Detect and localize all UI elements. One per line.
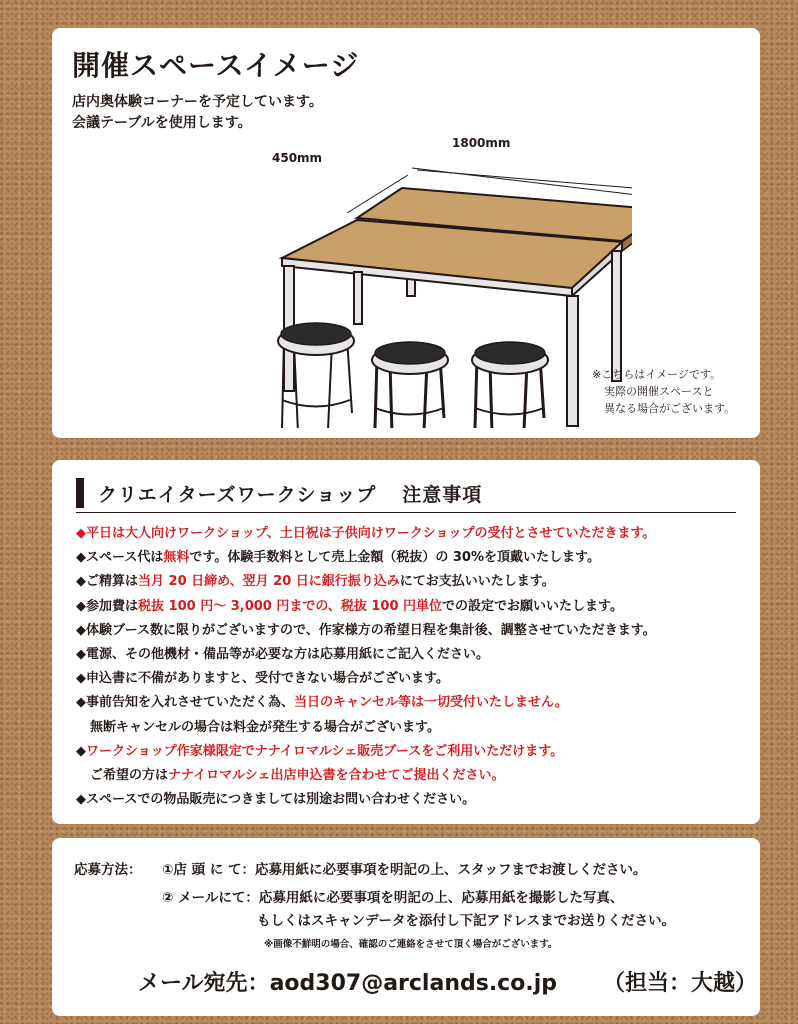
image-quality-note: ※画像不鮮明の場合、確認のご連絡をさせて頂く場合がございます。: [264, 939, 558, 950]
rule-4: ◆参加費は税抜 100 円～ 3,000 円までの、税抜 100 円単位での設定でお願いいたします。: [76, 598, 623, 614]
heading-underline: [76, 512, 736, 513]
apply-method-1: ①店 頭 に て：応募用紙に必要事項を明記の上、スタッフまでお渡しください。: [162, 862, 647, 878]
notice-panel: [52, 460, 760, 824]
apply-method-2-cont: もしくはスキャンデータを添付し下記アドレスまでお送りください。: [257, 913, 676, 929]
rule-6: ◆電源、その他機材・備品等が必要な方は応募用紙にご記入ください。: [76, 647, 489, 663]
rule-8: ◆事前告知を入れさせていただく為、当日のキャンセル等は一切受付いたしません。: [76, 695, 568, 711]
rule-9: 無断キャンセルの場合は料金が発生する場合がございます。: [90, 719, 440, 735]
apply-method-2: ② メールにて：応募用紙に必要事項を明記の上、応募用紙を撮影した写真、: [162, 890, 624, 906]
contact-person: （担当：大越）: [602, 971, 757, 996]
rule-1: ◆平日は大人向けワークショップ、土日祝は子供向けワークショップの受付とさせていただきます。: [76, 526, 656, 541]
intro-line-2: 会議テーブルを使用します。: [72, 115, 252, 131]
notice-title: クリエイターズワークショップ: [98, 483, 377, 506]
note-line-2: 実際の開催スペースと: [604, 385, 714, 398]
notice-title-suffix: 注意事項: [402, 483, 483, 506]
stool-2: [372, 342, 448, 428]
rule-3: ◆ご精算は当月 20 日締め、翌月 20 日に銀行振り込みにてお支払いいたします。: [76, 574, 555, 590]
rule-11: ご希望の方はナナイロマルシェ出店申込書を合わせてご提出ください。: [90, 768, 505, 784]
heading-bar: [76, 478, 84, 508]
stool-3: [472, 342, 548, 428]
apply-label: 応募方法：: [74, 862, 142, 878]
mail-label: メール宛先：: [138, 971, 270, 996]
rule-7: ◆申込書に不備がありますと、受付できない場合がございます。: [76, 671, 449, 687]
apply-panel: [52, 838, 760, 1016]
rule-2: ◆スペース代は無料です。体験手数料として売上金額（税抜）の 30%を頂戴いたします。: [76, 550, 600, 566]
image-note: [592, 366, 735, 417]
space-intro: [72, 92, 323, 134]
mail-destination: [138, 966, 757, 997]
rule-10: ◆ワークショップ作家様限定でナナイロマルシェ販売ブースをご利用いただけます。: [76, 743, 564, 759]
notice-list: [76, 522, 746, 812]
space-title: 開催スペースイメージ: [72, 49, 360, 82]
note-line-3: 異なる場合がございます。: [604, 402, 736, 415]
table-illustration: [212, 138, 632, 428]
note-line-1: ※こちらはイメージです。: [592, 368, 722, 381]
notice-heading: [76, 478, 482, 508]
width-dimension: 1800mm: [452, 136, 511, 150]
intro-line-1: 店内奥体験コーナーを予定しています。: [72, 94, 323, 110]
mail-address[interactable]: aod307@arclands.co.jp: [269, 971, 557, 996]
depth-dimension: 450mm: [272, 151, 323, 165]
rule-5: ◆体験ブース数に限りがございますので、作家様方の希望日程を集計後、調整させていただきます。: [76, 622, 656, 638]
rule-12: ◆スペースでの物品販売につきましては別途お問い合わせください。: [76, 792, 476, 808]
space-panel: [52, 28, 760, 438]
